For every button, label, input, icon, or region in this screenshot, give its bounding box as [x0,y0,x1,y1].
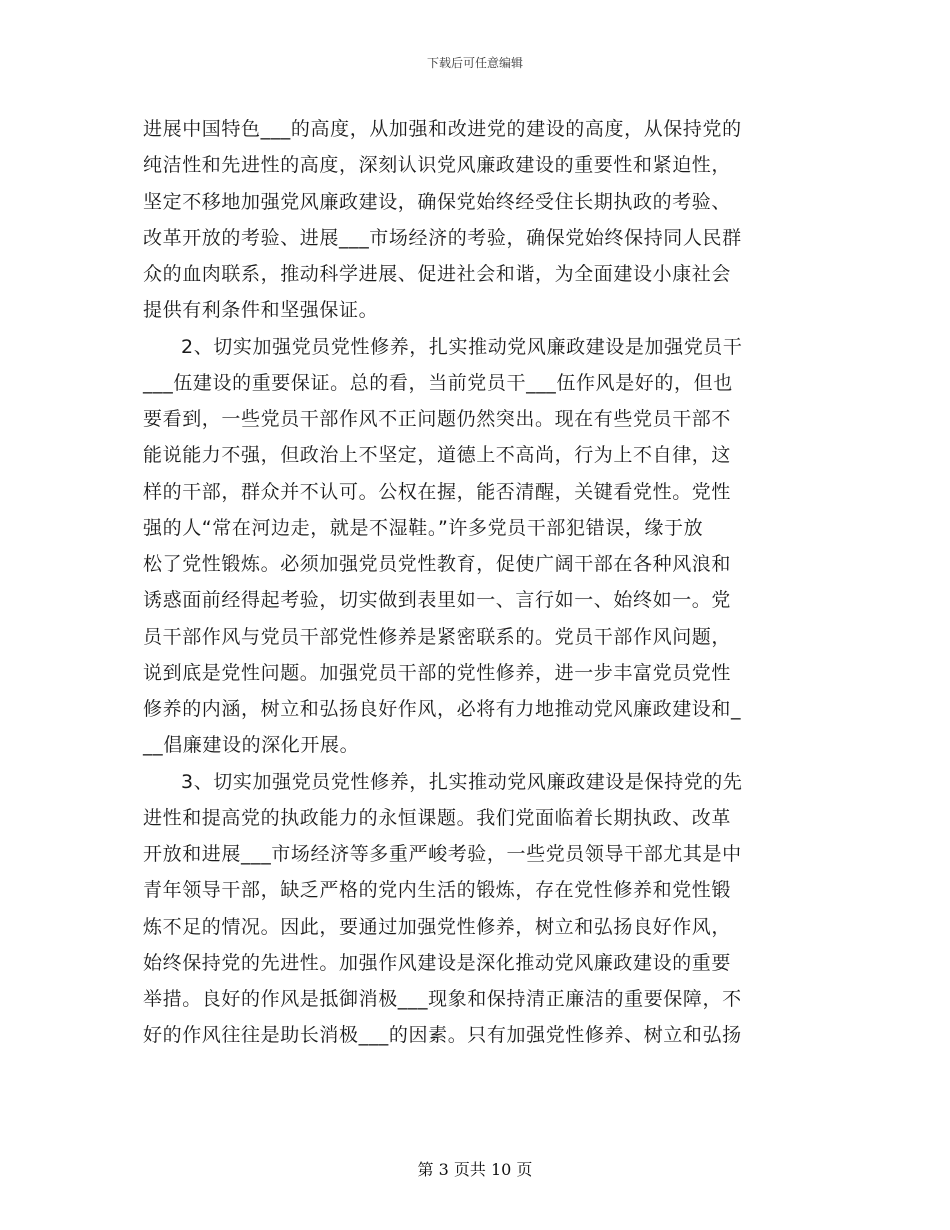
text-line: 修养的内涵，树立和弘扬良好作风，必将有力地推动党风廉政建设和_ [143,698,742,720]
text-line: 样的干部，群众并不认可。公权在握，能否清醒，关键看党性。党性 [143,480,732,503]
text-line: 松了党性锻炼。必须加强党员党性教育，促使广阔干部在各种风浪和 [143,553,732,575]
text-line: ___伍建设的重要保证。总的看，当前党员干___伍作风是好的，但也 [143,371,733,394]
text-line: 员干部作风与党员干部党性修养是紧密联系的。党员干部作风问题， [143,625,732,648]
page-header: 下载后可任意编辑 [426,56,523,70]
paragraph-2-first-line: 2、切实加强党员党性修养，扎实推动党风廉政建设是加强党员干 [181,335,743,358]
text-line: 说到底是党性问题。加强党员干部的党性修养，进一步丰富党员党性 [143,661,732,684]
text-line: 青年领导干部，缺乏严格的党内生活的锻炼，存在党性修养和党性锻 [143,879,732,902]
text-line: __倡廉建设的深化开展。 [143,734,360,757]
page-footer: 第 3 页共 10 页 [417,1160,533,1179]
text-line: 进展中国特色___的高度，从加强和改进党的建设的高度，从保持党的 [143,118,742,140]
text-line: 纯洁性和先进性的高度，深刻认识党风廉政建设的重要性和紧迫性， [143,154,732,177]
text-line: 炼不足的情况。因此，要通过加强党性修养，树立和弘扬良好作风， [143,915,732,938]
text-line: 众的血肉联系，推动科学进展、促进社会和谐，为全面建设小康社会 [143,263,732,285]
text-line: 改革开放的考验、进展___市场经济的考验，确保党始终保持同人民群 [143,226,742,249]
paragraph-3-first-line: 3、切实加强党员党性修养，扎实推动党风廉政建设是保持党的先 [181,770,743,793]
document-body [143,111,823,1054]
text-line: 能说能力不强，但政治上不坚定，道德上不高尚，行为上不自律，这 [143,444,732,467]
text-line: 强的人“常在河边走，就是不湿鞋。”许多党员干部犯错误，缘于放 [143,516,704,539]
text-line: 提供有利条件和坚强保证。 [143,299,379,322]
text-line: 进性和提高党的执政能力的永恒课题。我们党面临着长期执政、改革 [143,806,732,829]
text-line: 开放和进展___市场经济等多重严峻考验，一些党员领导干部尤其是中 [143,843,742,865]
text-line: 坚定不移地加强党风廉政建设，确保党始终经受住长期执政的考验、 [143,190,732,213]
text-line: 要看到，一些党员干部作风不正问题仍然突出。现在有些党员干部不 [143,408,732,430]
text-line: 始终保持党的先进性。加强作风建设是深化推动党风廉政建设的重要 [143,951,732,974]
text-line: 诱惑面前经得起考验，切实做到表里如一、言行如一、始终如一。党 [143,589,732,612]
text-line: 举措。良好的作风是抵御消极___现象和保持清正廉洁的重要保障，不 [143,988,742,1010]
text-line: 好的作风往往是助长消极___的因素。只有加强党性修养、树立和弘扬 [143,1024,742,1047]
